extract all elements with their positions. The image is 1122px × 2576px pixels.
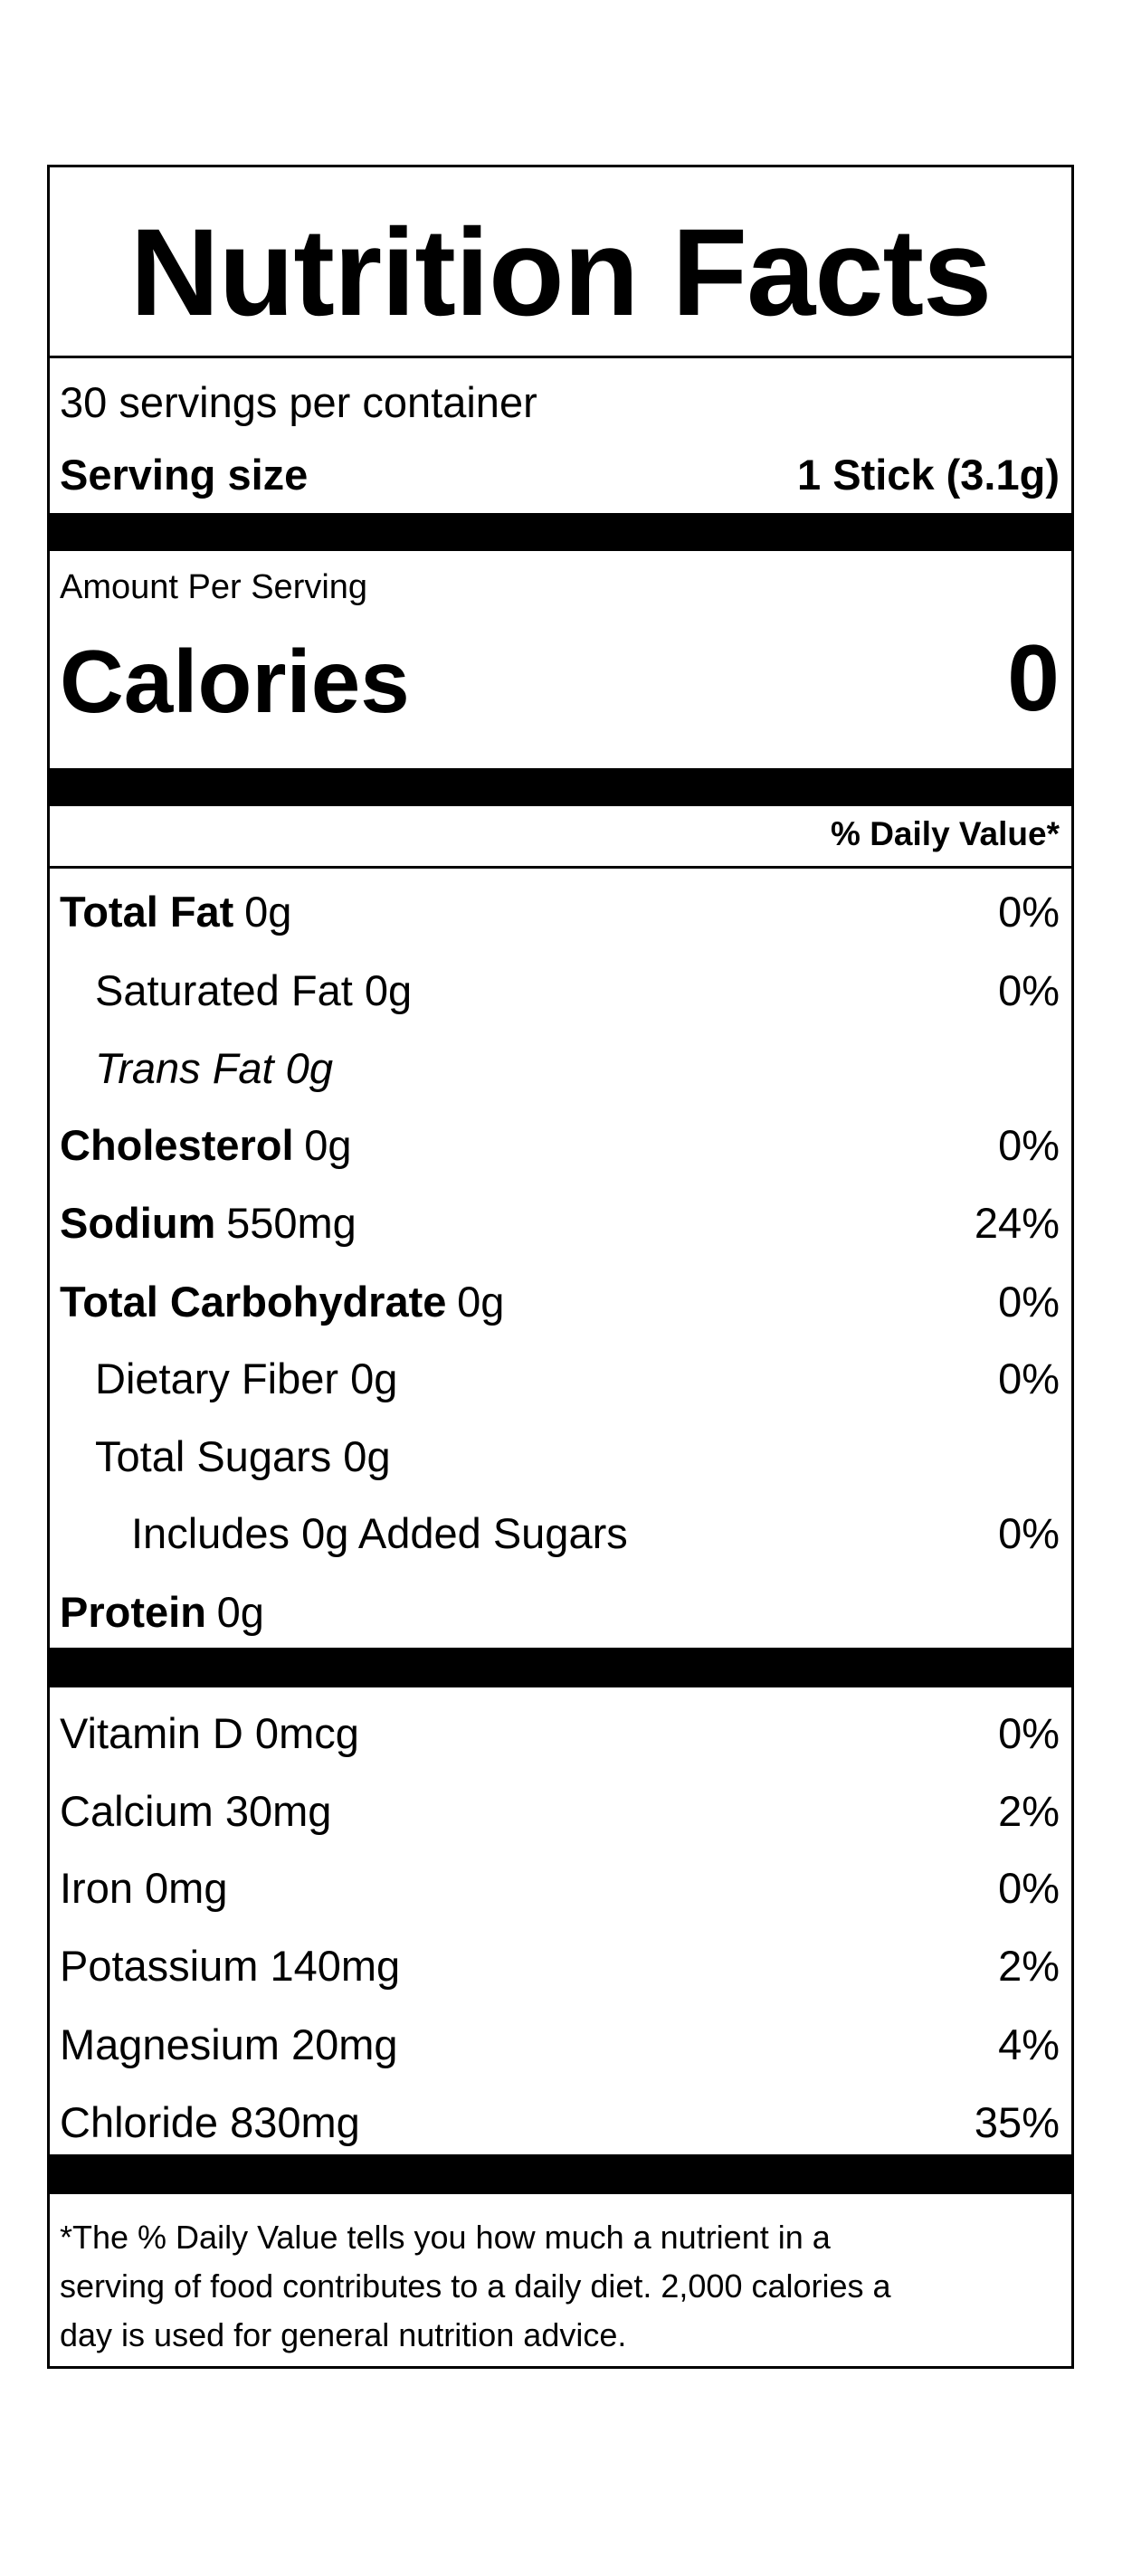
daily-value: 0%	[998, 1508, 1060, 1557]
nutrient-row-cholesterol: Cholesterol 0g 0%	[60, 1120, 1060, 1169]
daily-value: 24%	[974, 1198, 1060, 1247]
nutrient-row-trans-fat: Trans Fat 0g	[95, 1043, 333, 1092]
thick-divider	[50, 513, 1071, 551]
nutrient-row-saturated-fat: Saturated Fat 0g 0%	[95, 965, 1060, 1014]
amount-per-serving: Amount Per Serving	[60, 568, 368, 606]
mineral-row-potassium: Potassium 140mg 2%	[60, 1941, 1060, 1990]
serving-size-value: 1 Stick (3.1g)	[797, 451, 1060, 499]
mineral-row-chloride: Chloride 830mg 35%	[60, 2097, 1060, 2146]
nutrient-row-total-sugars: Total Sugars 0g	[95, 1431, 391, 1480]
title-divider	[50, 356, 1071, 358]
calories-label: Calories	[60, 632, 410, 731]
nutrient-row-dietary-fiber: Dietary Fiber 0g 0%	[95, 1354, 1060, 1402]
servings-per-container: 30 servings per container	[60, 378, 537, 426]
footnote-line-3: day is used for general nutrition advice.	[60, 2316, 627, 2353]
daily-value: 0%	[998, 965, 1060, 1014]
mineral-row-magnesium: Magnesium 20mg 4%	[60, 2020, 1060, 2068]
daily-value: 0%	[998, 887, 1060, 936]
nutrient-row-added-sugars: Includes 0g Added Sugars 0%	[131, 1508, 1060, 1557]
mineral-row-iron: Iron 0mg 0%	[60, 1863, 1060, 1912]
footnote-line-2: serving of food contributes to a daily diet. 2,000 calories a	[60, 2267, 891, 2305]
mineral-row-calcium: Calcium 30mg 2%	[60, 1786, 1060, 1835]
calories-divider	[50, 768, 1071, 806]
daily-value: 0%	[998, 1863, 1060, 1912]
daily-value: 2%	[998, 1941, 1060, 1990]
nutrition-label	[47, 165, 1074, 2369]
header-divider	[50, 866, 1071, 869]
footnote-divider	[50, 2154, 1071, 2194]
footnote-line-1: *The % Daily Value tells you how much a nutrient in a	[60, 2219, 831, 2256]
daily-value: 2%	[998, 1786, 1060, 1835]
nutrient-row-sodium: Sodium 550mg 24%	[60, 1198, 1060, 1247]
nutrient-row-total-fat: Total Fat 0g 0%	[60, 887, 1060, 936]
nutrients-divider	[50, 1648, 1071, 1687]
daily-value: 0%	[998, 1354, 1060, 1402]
nutrient-row-total-carbohydrate: Total Carbohydrate 0g 0%	[60, 1277, 1060, 1326]
daily-value: 35%	[974, 2097, 1060, 2146]
label-title: Nutrition Facts	[129, 204, 992, 342]
daily-value: 0%	[998, 1120, 1060, 1169]
nutrient-row-protein: Protein 0g	[60, 1587, 264, 1636]
daily-value: 4%	[998, 2020, 1060, 2068]
daily-value-header: % Daily Value*	[831, 815, 1060, 852]
daily-value: 0%	[998, 1708, 1060, 1757]
mineral-row-vitamin-d: Vitamin D 0mcg 0%	[60, 1708, 1060, 1757]
daily-value: 0%	[998, 1277, 1060, 1326]
calories-value: 0	[1007, 626, 1060, 731]
serving-size-label: Serving size	[60, 451, 309, 499]
